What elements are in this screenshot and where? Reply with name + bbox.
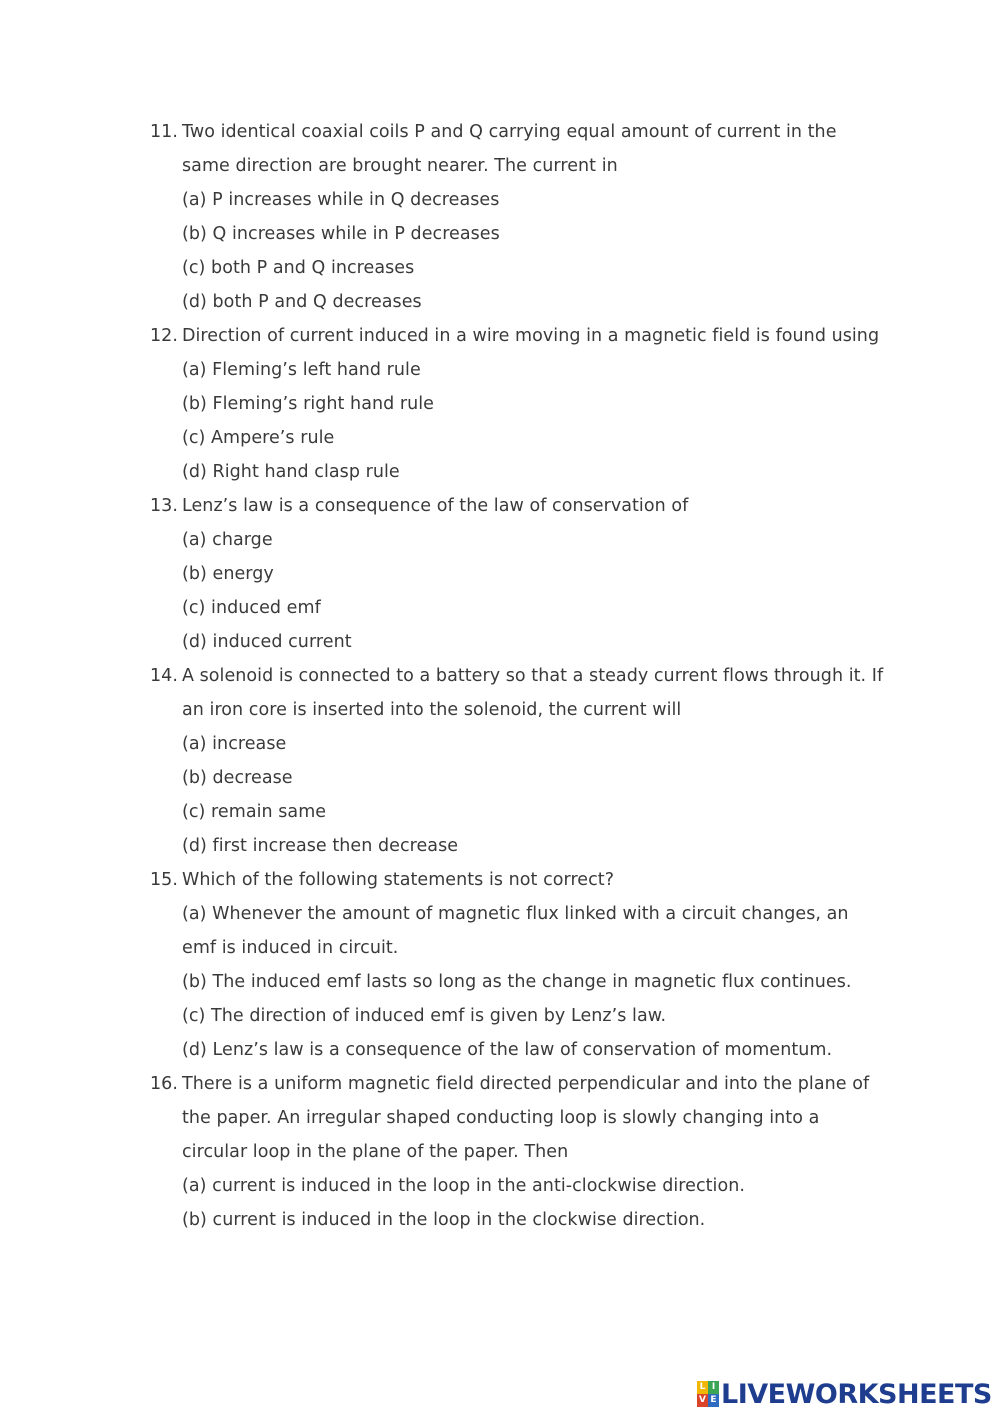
option-d[interactable]: (d) first increase then decrease [182,836,459,856]
option-a[interactable]: (a) Whenever the amount of magnetic flux linked with a circuit changes, an [182,904,849,924]
question-number: 15. [150,870,178,890]
question-stem: Two identical coaxial coils P and Q carrying equal amount of current in the [182,122,837,142]
option-a-continued[interactable]: emf is induced in circuit. [182,938,399,958]
question-number: 14. [150,666,178,686]
option-b[interactable]: (b) The induced emf lasts so long as the change in magnetic flux continues. [182,972,852,992]
option-b[interactable]: (b) decrease [182,768,293,788]
option-d[interactable]: (d) both P and Q decreases [182,292,422,312]
option-c[interactable]: (c) The direction of induced emf is given by Lenz’s law. [182,1006,667,1026]
option-c[interactable]: (c) induced emf [182,598,321,618]
question-12 [0,319,1000,489]
question-16 [0,1067,1000,1237]
option-a[interactable]: (a) charge [182,530,273,550]
option-c[interactable]: (c) both P and Q increases [182,258,415,278]
option-d[interactable]: (d) induced current [182,632,352,652]
worksheet-page [0,115,1000,1237]
question-stem: circular loop in the plane of the paper. Then [182,1142,569,1162]
option-a[interactable]: (a) Fleming’s left hand rule [182,360,421,380]
option-b[interactable]: (b) Q increases while in P decreases [182,224,500,244]
question-stem: the paper. An irregular shaped conducting loop is slowly changing into a [182,1108,820,1128]
question-number: 11. [150,122,178,142]
option-d[interactable]: (d) Right hand clasp rule [182,462,400,482]
question-number: 12. [150,326,178,346]
question-number: 13. [150,496,178,516]
option-b[interactable]: (b) Fleming’s right hand rule [182,394,434,414]
option-a[interactable]: (a) P increases while in Q decreases [182,190,500,210]
liveworksheets-brand [697,1378,992,1410]
question-number: 16. [150,1074,178,1094]
option-c[interactable]: (c) Ampere’s rule [182,428,335,448]
question-stem: Lenz’s law is a consequence of the law of conservation of [182,496,689,516]
option-d[interactable]: (d) Lenz’s law is a consequence of the law of conservation of momentum. [182,1040,833,1060]
question-stem: Which of the following statements is not correct? [182,870,615,890]
option-a[interactable]: (a) current is induced in the loop in the anti-clockwise direction. [182,1176,745,1196]
question-stem: There is a uniform magnetic field directed perpendicular and into the plane of [182,1074,870,1094]
question-13 [0,489,1000,659]
question-stem: same direction are brought nearer. The current in [182,156,618,176]
option-b[interactable]: (b) current is induced in the loop in the clockwise direction. [182,1210,706,1230]
liveworksheets-logo-icon: L I V E [697,1381,719,1407]
question-11 [0,115,1000,319]
option-b[interactable]: (b) energy [182,564,274,584]
question-14 [0,659,1000,863]
question-stem: an iron core is inserted into the solenoid, the current will [182,700,682,720]
question-stem: Direction of current induced in a wire moving in a magnetic field is found using [182,326,880,346]
question-15 [0,863,1000,1067]
option-a[interactable]: (a) increase [182,734,287,754]
option-c[interactable]: (c) remain same [182,802,327,822]
brand-text: LIVEWORKSHEETS [721,1378,992,1410]
question-stem: A solenoid is connected to a battery so that a steady current flows through it. If [182,666,884,686]
